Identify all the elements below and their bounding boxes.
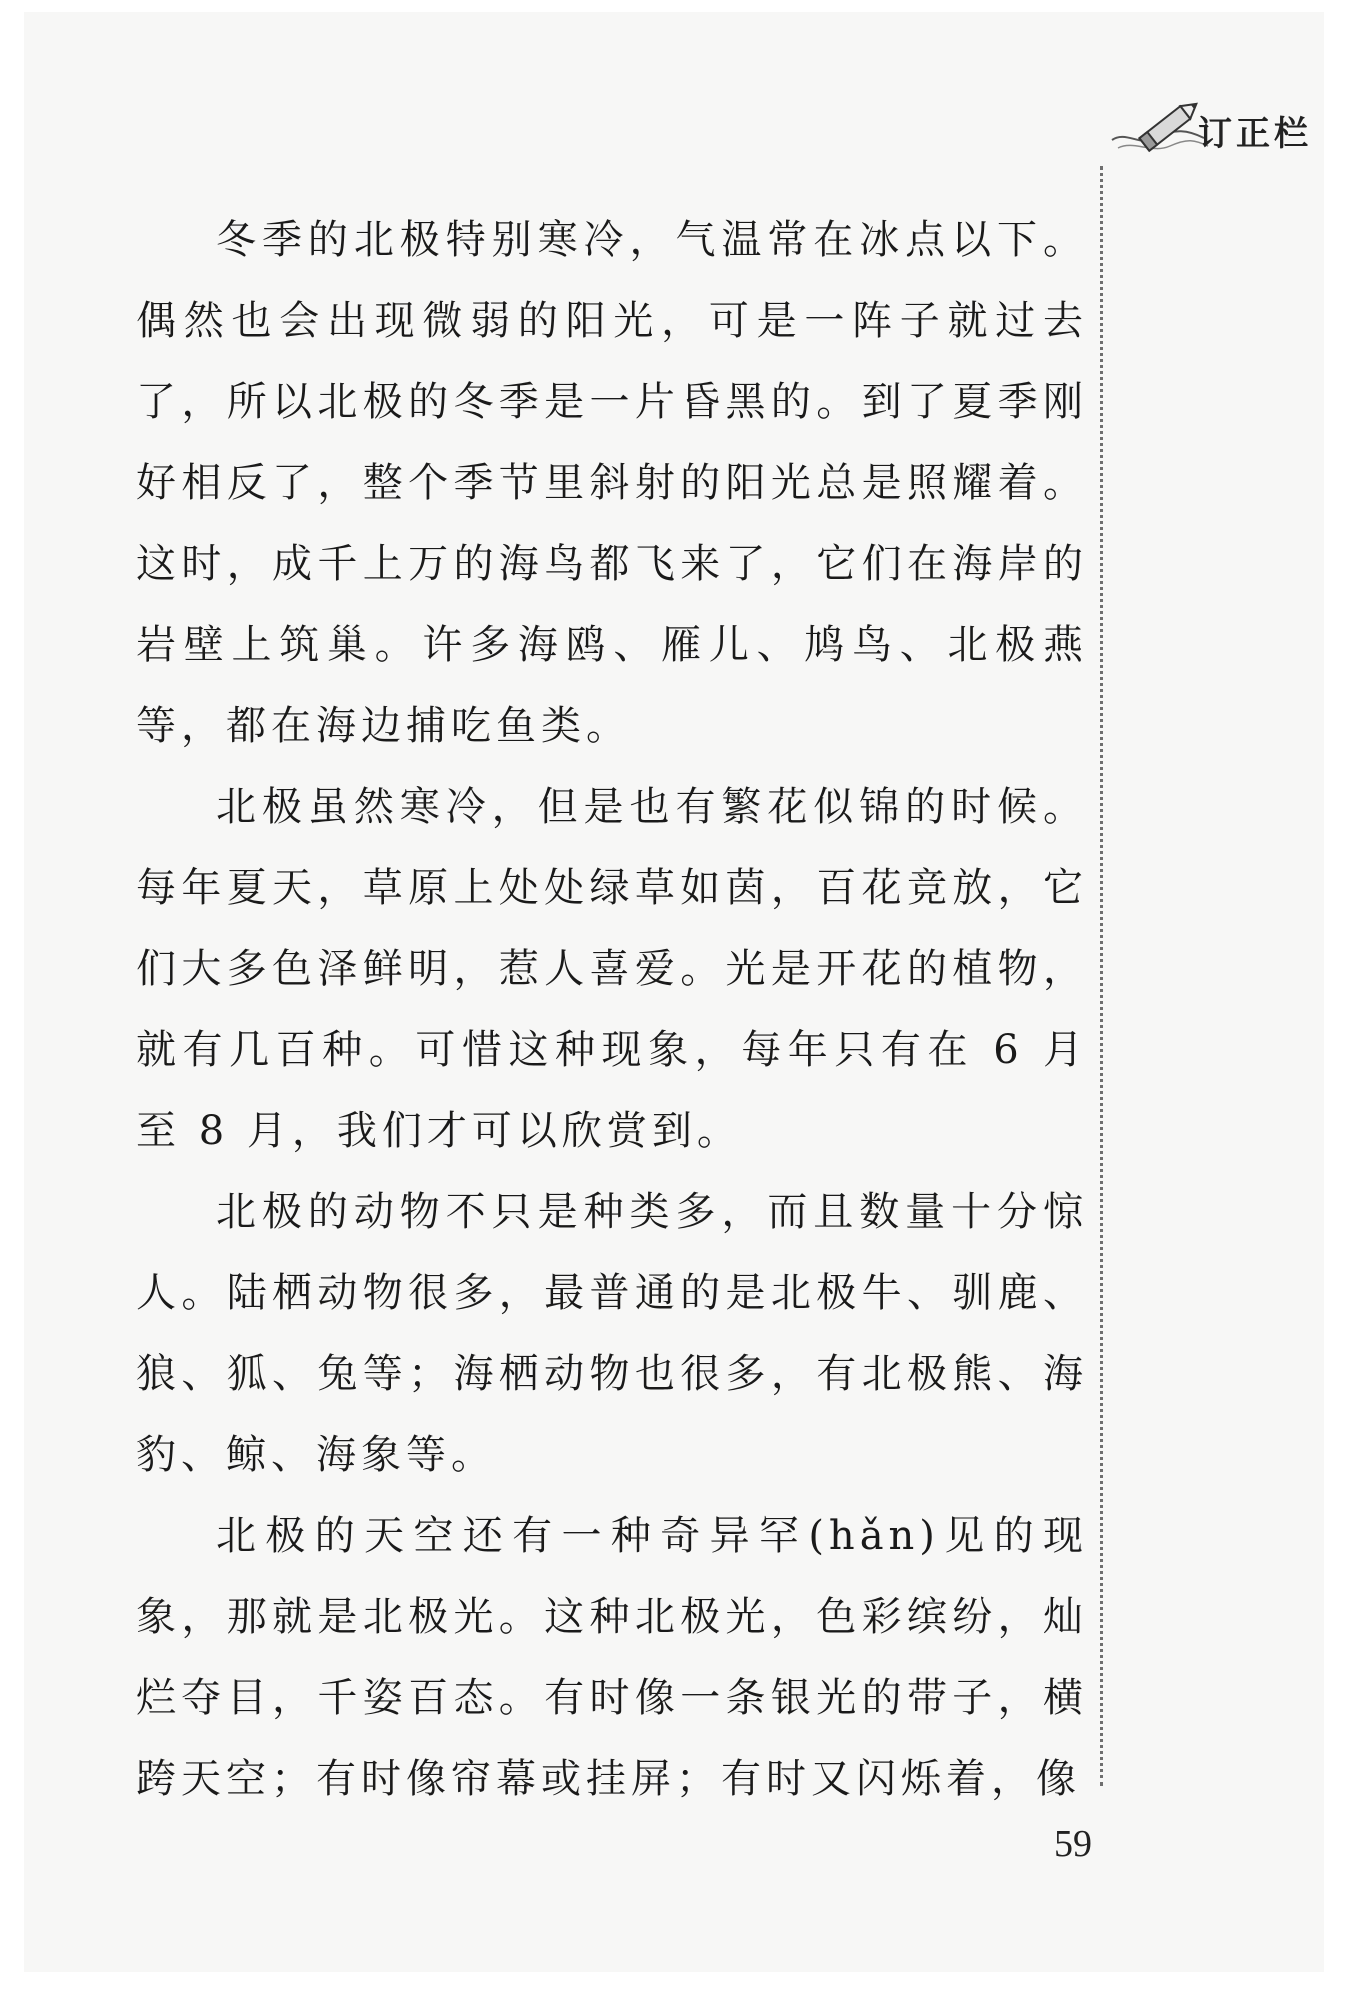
article-body	[136, 200, 1088, 1820]
paragraph: 北极虽然寒冷，但是也有繁花似锦的时候。每年夏天，草原上处处绿草如茵，百花竞放，它们大多色泽鲜明，惹人喜爱。光是开花的植物，就有几百种。可惜这种现象，每年只有在 6 月至 8 月，我们才可以欣赏到。	[136, 784, 1088, 1154]
correction-column-header	[1108, 96, 1338, 166]
header-label: 订正栏	[1198, 114, 1312, 154]
paragraph: 冬季的北极特别寒冷，气温常在冰点以下。偶然也会出现微弱的阳光，可是一阵子就过去了，所以北极的冬季是一片昏黑的。到了夏季刚好相反了，整个季节里斜射的阳光总是照耀着。这时，成千上万的海鸟都飞来了，它们在海岸的岩壁上筑巢。许多海鸥、雁儿、鸠鸟、北极燕等，都在海边捕吃鱼类。	[136, 217, 1088, 749]
paragraph: 北极的动物不只是种类多，而且数量十分惊人。陆栖动物很多，最普通的是北极牛、驯鹿、狼、狐、兔等；海栖动物也很多，有北极熊、海豹、鲸、海象等。	[136, 1189, 1088, 1478]
page-number: 59	[1054, 1823, 1092, 1865]
margin-divider	[1100, 166, 1103, 1786]
paragraph: 北极的天空还有一种奇异罕(hǎn)见的现象，那就是北极光。这种北极光，色彩缤纷，灿烂夺目，千姿百态。有时像一条银光的带子，横跨天空；有时像帘幕或挂屏；有时又闪烁着，像	[136, 1513, 1088, 1802]
